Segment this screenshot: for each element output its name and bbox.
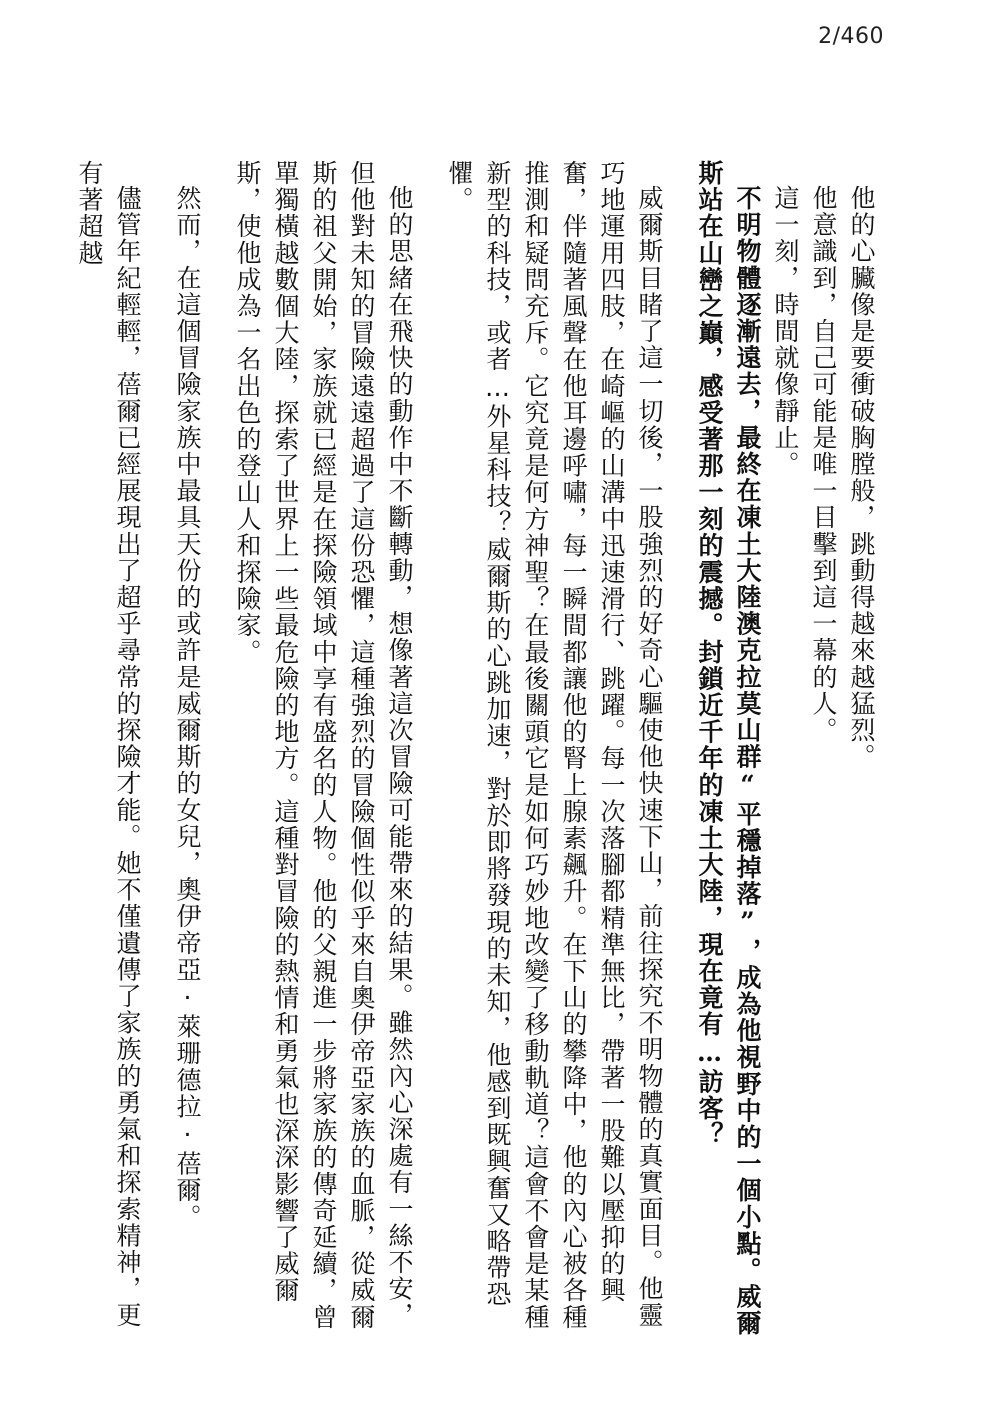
paragraph-heartbeat: 他的心臟像是要衝破胸膛般，跳動得越來越猛烈。 [847,185,876,771]
paragraph-family-history: 他的思緒在飛快的動作中不斷轉動，想像著這次冒險可能帶來的結果。雖然內心深處有一絲不安，但他對未知的冒險遠遠超過了這份恐懼，這種強烈的冒險個性似乎來自奧伊帝亞家族的血脈，從威爾斯的祖父開始，家族就已經是在探險領域中享有盛名的人物。他的父親進一步將家族的傳奇延續，曾單獨橫越數個大陸，探索了世界上一些最危險的地方。這種對冒險的熱情和勇氣也深深影響了威爾斯，使他成為一名出色的登山人和探險家。 [233,160,414,1331]
body-text [75,160,880,1340]
paragraph-descent: 威爾斯目睹了這一切後，一股強烈的好奇心驅使他快速下山，前往探究不明物體的真實面目。他靈巧地運用四肢，在崎嶇的山溝中迅速滑行、跳躍。每一次落腳都精準無比，帶著一股難以壓抑的興奮，伴隨著風聲在他耳邊呼嘯，每一瞬間都讓他的腎上腺素飆升。在下山的攀降中，他的內心被各種推測和疑問充斥。它究竟是何方神聖？在最後關頭它是如何巧妙地改變了移動軌道？這會不會是某種新型的科技，或者…外星科技？威爾斯的心跳加速，對於即將發現的未知，他感到既興奮又略帶恐懼。 [445,160,664,1331]
paragraph-time-stops: 這一刻，時間就像靜止。 [771,185,800,478]
page-number: 2/460 [818,24,884,49]
paragraph-daughter-intro: 然而，在這個冒險家族中最具天份的或許是威爾斯的女兒，奧伊帝亞·萊珊德拉·蓓爾。 [173,185,202,1231]
paragraph-daughter-talent: 儘管年紀輕輕，蓓爾已經展現出了超乎尋常的探險才能。她不僅遺傳了家族的勇氣和探索精神，更有著超越 [75,160,142,1329]
paragraph-object-falls: 不明物體逐漸遠去，最終在凍土大陸澳克拉莫山群“平穩掉落”，成為他視野中的一個小點。威爾斯站在山巒之巔，感受著那一刻的震撼。封鎖近千年的凍土大陸，現在竟有…訪客？ [695,160,762,1337]
paragraph-realization: 他意識到，自己可能是唯一目擊到這一幕的人。 [809,185,838,744]
